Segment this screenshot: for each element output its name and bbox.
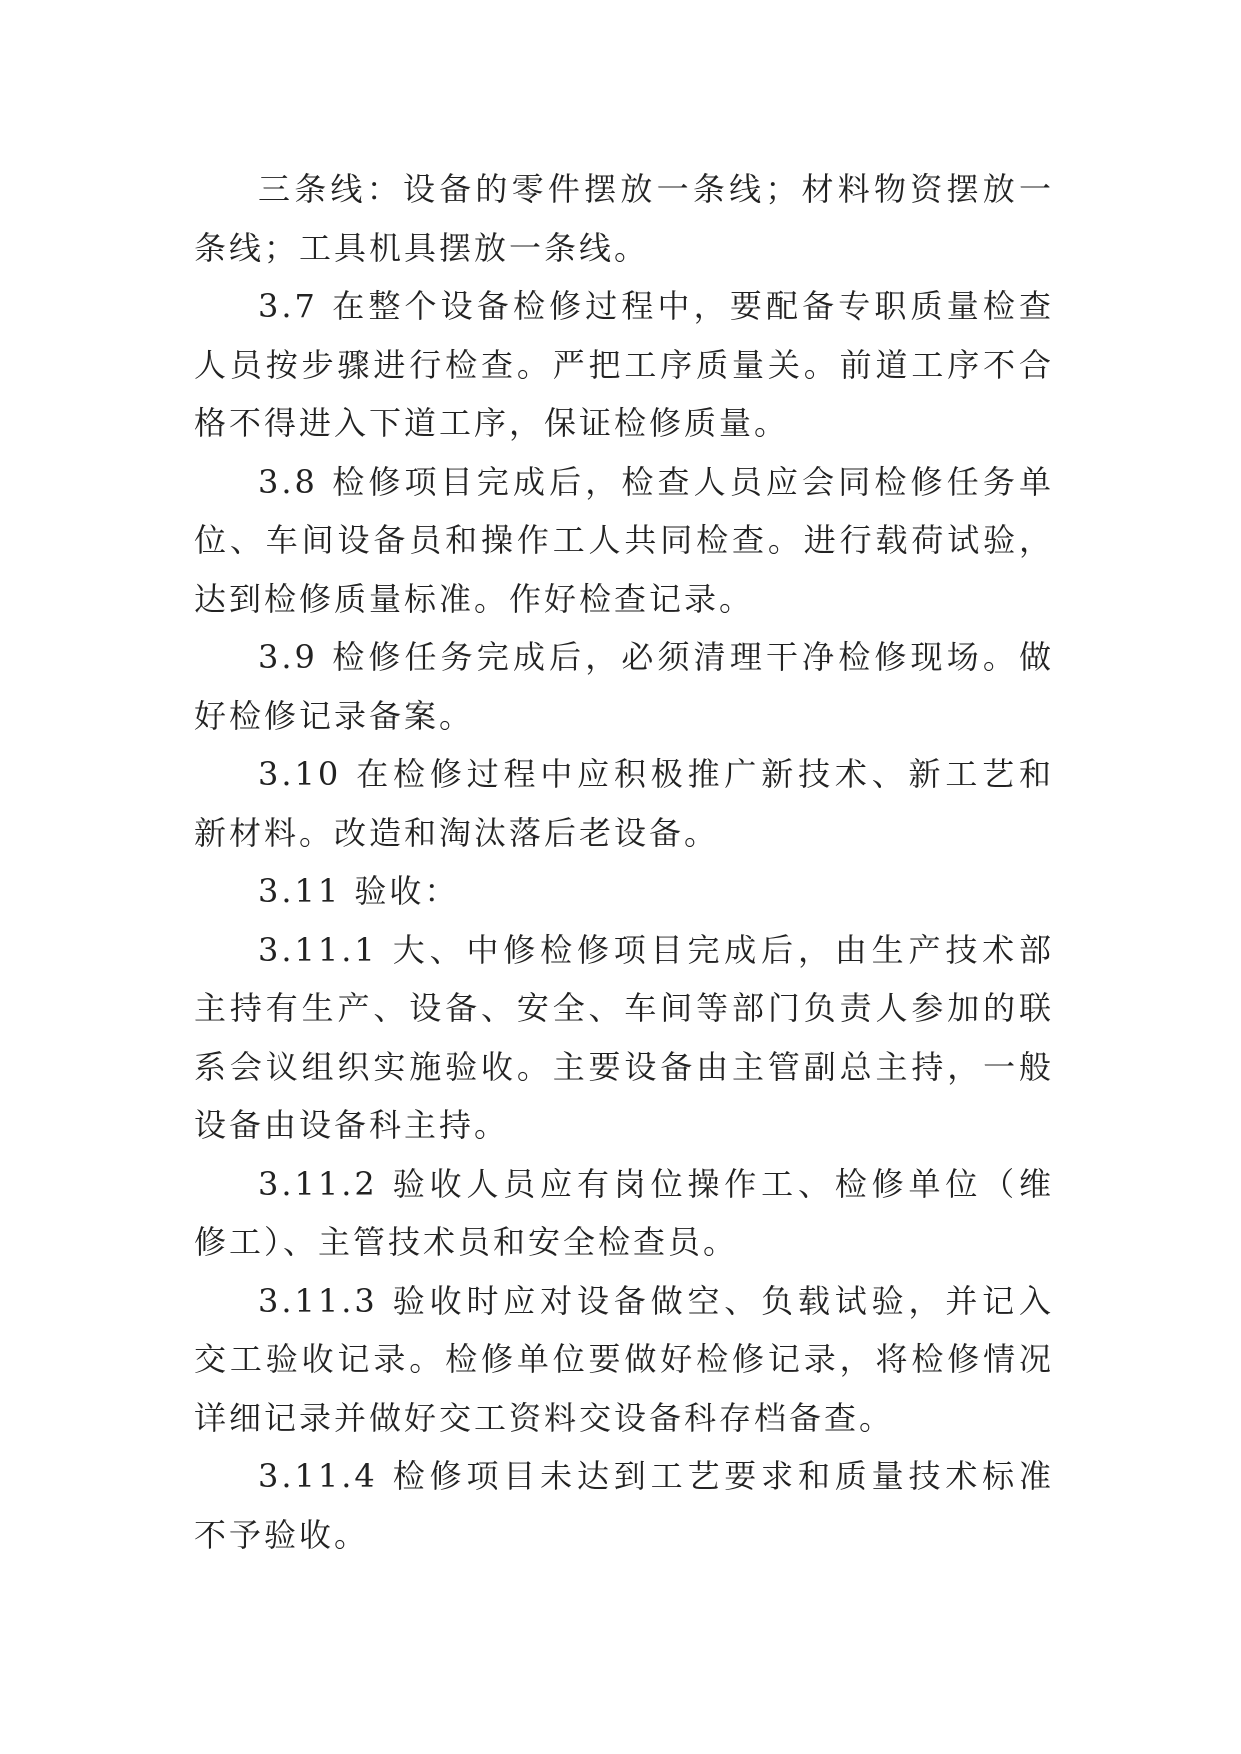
- paragraph-3-11-4: 3.11.4 检修项目未达到工艺要求和质量技术标准不予验收。: [194, 1457, 1054, 1554]
- document-body: [194, 160, 1054, 1564]
- paragraph-3-11-1: 3.11.1 大、中修检修项目完成后，由生产技术部主持有生产、设备、安全、车间等部门负责人参加的联系会议组织实施验收。主要设备由主管副总主持，一般设备由设备科主持。: [194, 930, 1054, 1144]
- paragraph-3-11: 3.11 验收：: [258, 872, 460, 910]
- paragraph-3-10: 3.10 在检修过程中应积极推广新技术、新工艺和新材料。改造和淘汰落后老设备。: [194, 755, 1054, 852]
- paragraph-3-11-3: 3.11.3 验收时应对设备做空、负载试验，并记入交工验收记录。检修单位要做好检修记录，将检修情况详细记录并做好交工资料交设备科存档备查。: [194, 1281, 1054, 1437]
- paragraph-three-lines: 三条线：设备的零件摆放一条线；材料物资摆放一条线；工具机具摆放一条线。: [194, 170, 1054, 267]
- paragraph-3-9: 3.9 检修任务完成后，必须清理干净检修现场。做好检修记录备案。: [194, 638, 1054, 735]
- paragraph-3-7: 3.7 在整个设备检修过程中，要配备专职质量检查人员按步骤进行检查。严把工序质量关。前道工序不合格不得进入下道工序，保证检修质量。: [194, 287, 1054, 442]
- paragraph-3-8: 3.8 检修项目完成后，检查人员应会同检修任务单位、车间设备员和操作工人共同检查。进行载荷试验，达到检修质量标准。作好检查记录。: [194, 462, 1054, 618]
- paragraph-3-11-2: 3.11.2 验收人员应有岗位操作工、检修单位（维修工）、主管技术员和安全检查员。: [194, 1164, 1054, 1261]
